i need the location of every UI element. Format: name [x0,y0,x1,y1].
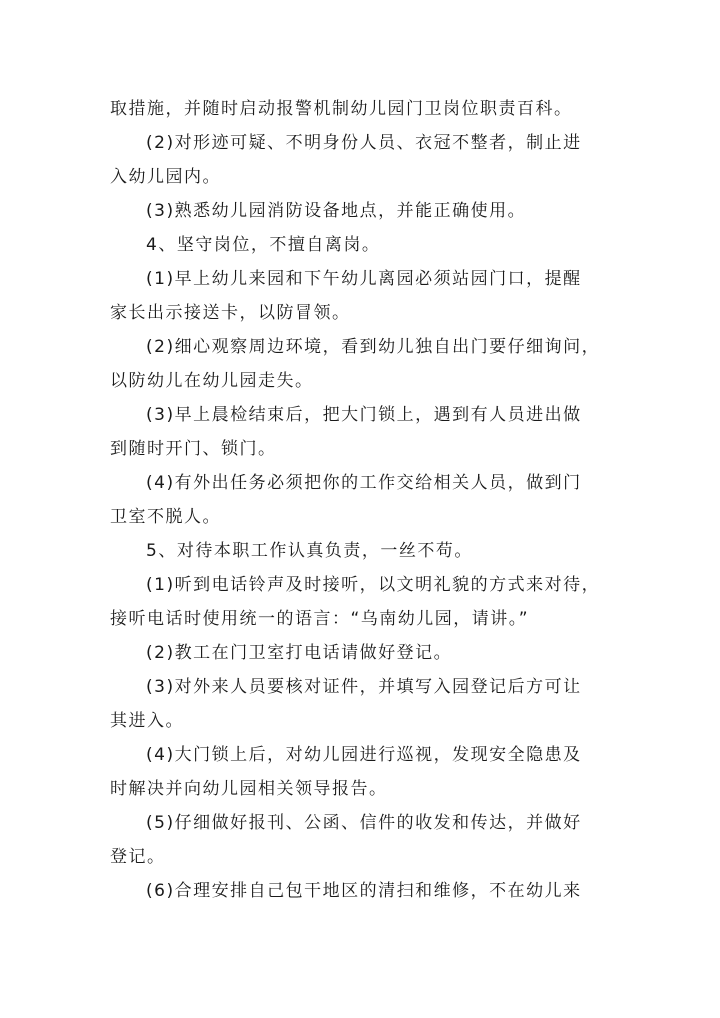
text-line: (2)教工在门卫室打电话请做好登记。 [146,643,453,663]
text-line: 其进入。 [110,711,184,731]
text-line: (2)细心观察周边环境，看到幼儿独自出门要仔细询问， [146,337,601,357]
text-line: (3)熟悉幼儿园消防设备地点，并能正确使用。 [146,201,527,221]
text-line: 以防幼儿在幼儿园走失。 [110,371,314,391]
text-line: 取措施，并随时启动报警机制幼儿园门卫岗位职责百科。 [110,99,573,119]
text-line: (4)有外出任务必须把你的工作交给相关人员，做到门 [146,473,582,493]
text-line: (4)大门锁上后，对幼儿园进行巡视，发现安全隐患及 [146,745,582,765]
text-line: 家长出示接送卡，以防冒领。 [110,303,351,323]
text-line: 5、对待本职工作认真负责，一丝不苟。 [146,541,473,561]
text-line: 4、坚守岗位，不擅自离岗。 [146,235,381,255]
text-line: 接听电话时使用统一的语言：“乌南幼儿园，请讲。” [110,609,530,629]
text-line: 登记。 [110,847,166,867]
text-line: (2)对形迹可疑、不明身份人员、衣冠不整者，制止进 [146,133,582,153]
text-line: 卫室不脱人。 [110,507,221,527]
text-line: (3)对外来人员要核对证件，并填写入园登记后方可让 [146,677,582,697]
document-body [110,92,620,908]
text-line: (6)合理安排自己包干地区的清扫和维修，不在幼儿来 [146,881,582,901]
text-line: (3)早上晨检结束后，把大门锁上，遇到有人员进出做 [146,405,582,425]
text-line: 时解决并向幼儿园相关领导报告。 [110,779,388,799]
text-line: 到随时开门、锁门。 [110,439,277,459]
text-line: (1)听到电话铃声及时接听，以文明礼貌的方式来对待， [146,575,601,595]
text-line: (1)早上幼儿来园和下午幼儿离园必须站园门口，提醒 [146,269,582,289]
text-line: (5)仔细做好报刊、公函、信件的收发和传达，并做好 [146,813,582,833]
text-line: 入幼儿园内。 [110,167,221,187]
